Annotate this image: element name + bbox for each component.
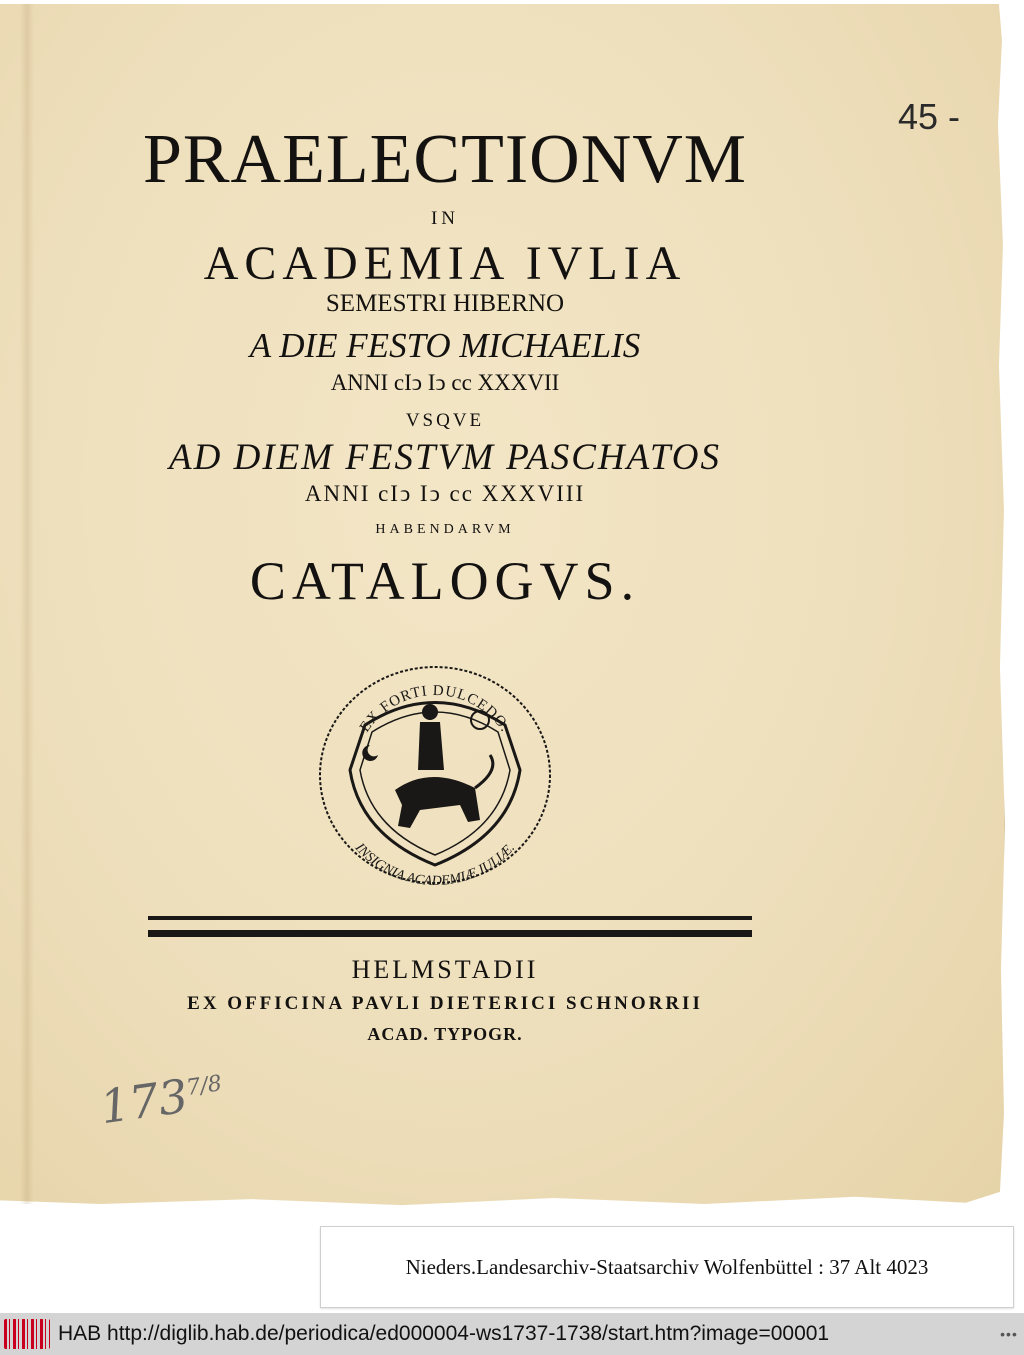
usque-line: VSQVE [405, 410, 485, 431]
seal-legend: INSIGNIA ACADEMIÆ IULIÆ. [351, 840, 519, 890]
archive-label [320, 1226, 1014, 1308]
end-year-line: ANNI cIↄ Iↄ cc XXXVIII [304, 481, 586, 506]
title-in: IN [430, 208, 460, 229]
folio-number: 45 - [898, 96, 961, 137]
start-year-line: ANNI cIↄ Iↄ cc XXXVII [330, 370, 560, 395]
habendarum-line: HABENDARVM [375, 522, 515, 537]
semester-line: SEMESTRI HIBERNO [325, 290, 565, 317]
archive-label-text: Nieders.Landesarchiv-Staatsarchiv Wolfenbüttel : 37 Alt 4023 [405, 1254, 929, 1279]
source-url-text[interactable]: HAB http://diglib.hab.de/periodica/ed000004-ws1737-1738/start.htm?image=00001 [58, 1322, 830, 1345]
end-feast-line: AD DIEM FESTVM PASCHATOS [169, 437, 721, 478]
handwritten-year: 173 [96, 1068, 192, 1135]
lion-icon [395, 777, 480, 828]
catalogus-heading: CATALOGVS. [249, 551, 641, 611]
divider-thick [148, 930, 752, 937]
hab-logo-icon [4, 1319, 50, 1349]
imprint-place: HELMSTADII [351, 955, 539, 984]
academy-seal-emblem [310, 660, 560, 890]
institution-name: ACADEMIA IVLIA [203, 237, 687, 290]
more-options-icon[interactable]: ••• [1000, 1326, 1018, 1342]
source-url-bar[interactable] [0, 1313, 1024, 1355]
moon-icon [362, 745, 378, 761]
divider-thin [148, 916, 752, 920]
start-feast-line: A DIE FESTO MICHAELIS [249, 326, 641, 365]
title: PRAELECTIONVM [142, 121, 748, 198]
imprint-role: ACAD. TYPOGR. [367, 1024, 523, 1044]
figure-body-icon [418, 722, 444, 770]
imprint-printer: EX OFFICINA PAVLI DIETERICI SCHNORRII [187, 993, 703, 1014]
handwritten-fraction: 7/8 [184, 1071, 224, 1101]
seal-motto: EX FORTI DULCEDO. [357, 682, 514, 736]
figure-head-icon [422, 704, 438, 720]
